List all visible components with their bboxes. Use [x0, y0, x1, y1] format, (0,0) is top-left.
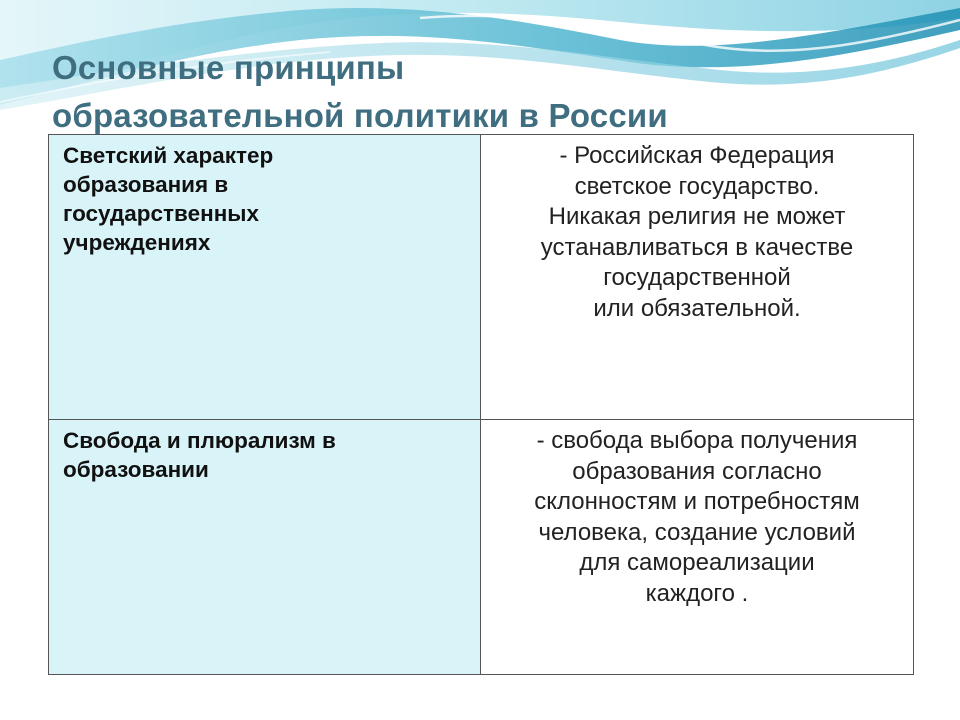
slide-title-line-2: образовательной политики в России: [52, 97, 668, 134]
principle-text: Свобода и плюрализм в образовании: [63, 428, 336, 482]
description-text: - Российская Федерация светское государство. Никакая религия не может устанавливаться в качестве государственной или обязательной.: [540, 142, 854, 322]
principle-cell: [49, 135, 481, 420]
principles-table: [48, 134, 914, 675]
principle-text: Светский характер образования в государственных учреждениях: [63, 143, 274, 255]
slide-title-line-1: Основные принципы: [52, 49, 405, 86]
slide-title: [52, 44, 912, 140]
description-text: - свобода выбора получения образования согласно склонностям и потребностям человека, создание условий для самореализации каждого .: [534, 427, 860, 607]
description-cell: [481, 420, 914, 675]
table-row: [49, 135, 914, 420]
table-row: [49, 420, 914, 675]
principle-cell: [49, 420, 481, 675]
description-cell: [481, 135, 914, 420]
